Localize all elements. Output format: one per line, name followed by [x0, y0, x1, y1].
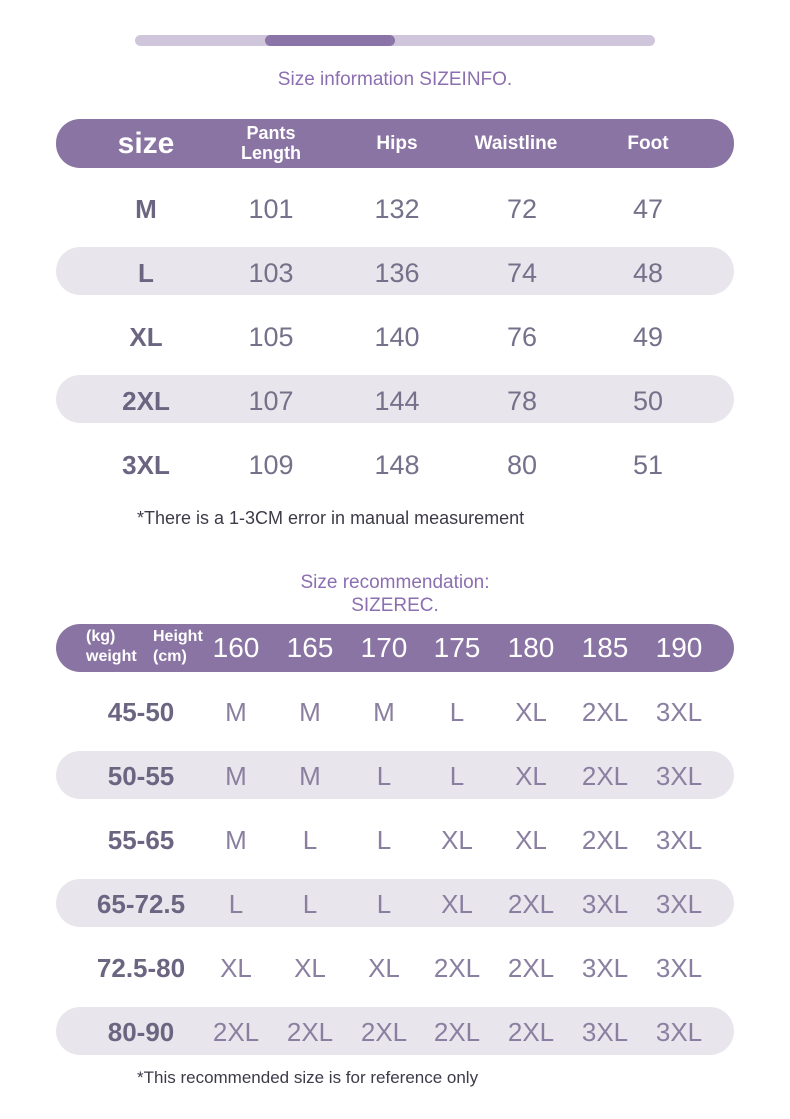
header-height-165: 165 [286, 632, 334, 663]
rec-size-cell: 3XL [655, 953, 703, 983]
rec-size-cell: XL [294, 953, 326, 983]
rec-size-cell: M [225, 761, 247, 791]
rec-size-cell: XL [220, 953, 252, 983]
header-height: Height [153, 628, 203, 645]
rec-size-cell: L [376, 889, 392, 919]
row-foot: 50 [632, 386, 664, 416]
header-waistline: Waistline [474, 133, 558, 154]
row-pants-length: 103 [248, 258, 294, 288]
header-kg: (kg) [86, 628, 116, 645]
rec-size-cell: 2XL [433, 953, 481, 983]
size-rec-title-line2: SIZEREC. [351, 595, 439, 616]
rec-size-cell: L [449, 761, 465, 791]
rec-size-cell: M [225, 697, 247, 727]
rec-size-cell: M [299, 761, 321, 791]
rec-size-cell: 2XL [581, 697, 629, 727]
rec-size-cell: 2XL [507, 953, 555, 983]
row-waistline: 78 [506, 386, 538, 416]
header-pants-length [221, 123, 321, 163]
row-waistline: 80 [506, 450, 538, 480]
row-hips: 132 [374, 194, 420, 224]
row-pants-length: 109 [248, 450, 294, 480]
rec-size-cell: M [373, 697, 395, 727]
rec-size-cell: XL [441, 889, 473, 919]
row-weight: 50-55 [107, 761, 175, 791]
rec-size-cell: M [299, 697, 321, 727]
rec-size-cell: 2XL [360, 1017, 408, 1047]
header-height-170: 170 [360, 632, 408, 663]
header-height-190: 190 [655, 632, 703, 663]
rec-size-cell: XL [441, 825, 473, 855]
row-size: 3XL [122, 450, 170, 480]
row-pants-length: 101 [248, 194, 294, 224]
measurement-note: *There is a 1-3CM error in manual measurement [137, 508, 525, 528]
row-foot: 51 [632, 450, 664, 480]
row-waistline: 76 [506, 322, 538, 352]
row-foot: 49 [632, 322, 664, 352]
rec-size-cell: 3XL [655, 889, 703, 919]
header-cm: (cm) [153, 648, 187, 665]
rec-size-cell: 3XL [581, 953, 629, 983]
row-hips: 148 [374, 450, 420, 480]
rec-size-cell: 2XL [581, 761, 629, 791]
size-info-title: Size information SIZEINFO. [277, 69, 513, 90]
rec-size-cell: 3XL [655, 825, 703, 855]
row-hips: 140 [374, 322, 420, 352]
header-foot: Foot [627, 133, 669, 154]
header-height-185: 185 [581, 632, 629, 663]
rec-size-cell: XL [515, 697, 547, 727]
row-weight: 65-72.5 [96, 889, 186, 919]
rec-size-cell: L [228, 889, 244, 919]
size-info-header [56, 119, 734, 168]
rec-size-cell: L [302, 825, 318, 855]
size-rec-title-line1: Size recommendation: [300, 572, 490, 593]
rec-size-cell: 2XL [433, 1017, 481, 1047]
rec-size-cell: 3XL [581, 1017, 629, 1047]
rec-size-cell: M [225, 825, 247, 855]
header-pants-length-line2: Length [241, 143, 301, 163]
row-size: XL [129, 322, 163, 352]
rec-size-cell: 2XL [507, 889, 555, 919]
row-foot: 48 [632, 258, 664, 288]
header-pants-length-line1: Pants [246, 123, 296, 143]
row-weight: 72.5-80 [96, 953, 186, 983]
row-hips: 136 [374, 258, 420, 288]
header-height-175: 175 [433, 632, 481, 663]
rec-size-cell: L [449, 697, 465, 727]
row-size: M [135, 194, 157, 224]
row-pants-length: 107 [248, 386, 294, 416]
rec-size-cell: 3XL [655, 761, 703, 791]
size-rec-title [0, 571, 790, 617]
row-weight: 80-90 [107, 1017, 175, 1047]
rec-size-cell: L [376, 761, 392, 791]
rec-size-cell: 2XL [212, 1017, 260, 1047]
row-pants-length: 105 [248, 322, 294, 352]
rec-size-cell: L [302, 889, 318, 919]
rec-size-cell: L [376, 825, 392, 855]
page-progress-bar [135, 35, 655, 46]
size-rec-header [56, 624, 734, 672]
rec-size-cell: 2XL [581, 825, 629, 855]
rec-size-cell: XL [515, 825, 547, 855]
row-weight: 55-65 [107, 825, 175, 855]
row-waistline: 72 [506, 194, 538, 224]
rec-size-cell: XL [368, 953, 400, 983]
header-size: size [117, 127, 175, 160]
header-hips: Hips [376, 133, 418, 154]
row-size: 2XL [122, 386, 170, 416]
rec-size-cell: XL [515, 761, 547, 791]
page-progress-fill [265, 35, 395, 46]
reference-note: *This recommended size is for reference only [137, 1068, 479, 1087]
rec-size-cell: 2XL [286, 1017, 334, 1047]
row-weight: 45-50 [107, 697, 175, 727]
rec-size-cell: 2XL [507, 1017, 555, 1047]
rec-size-cell: 3XL [581, 889, 629, 919]
rec-size-cell: 3XL [655, 1017, 703, 1047]
row-waistline: 74 [506, 258, 538, 288]
row-size: L [138, 258, 154, 288]
row-foot: 47 [632, 194, 664, 224]
rec-size-cell: 3XL [655, 697, 703, 727]
header-weight: weight [86, 648, 137, 665]
header-height-180: 180 [507, 632, 555, 663]
row-hips: 144 [374, 386, 420, 416]
header-height-160: 160 [212, 632, 260, 663]
